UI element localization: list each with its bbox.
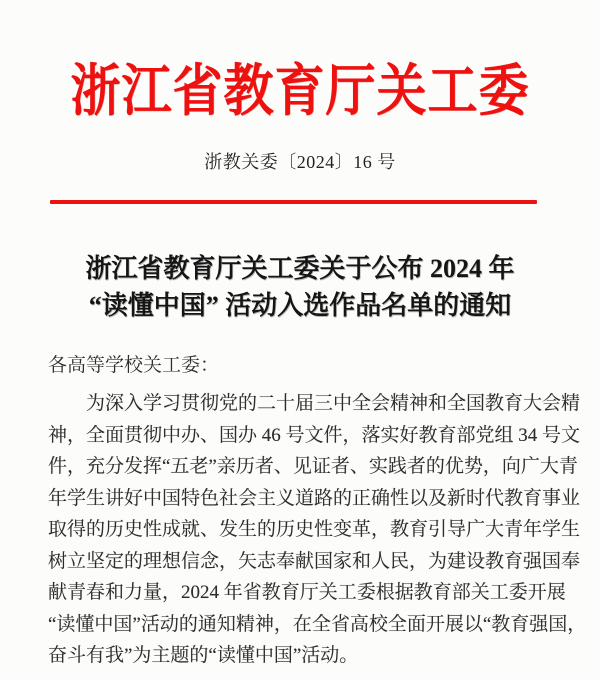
letterhead-divider-rule [50, 200, 537, 204]
body-line: 件，充分发挥“五老”亲历者、见证者、实践者的优势，向广大青 [48, 456, 578, 477]
body-line: 奋斗有我”为主题的“读懂中国”活动。 [48, 645, 359, 666]
notice-title-line1: 浙江省教育厅关工委关于公布 2024 年 [85, 254, 515, 283]
notice-content [0, 250, 600, 672]
body-line: 年学生讲好中国特色社会主义道路的正确性以及新时代教育事业 [48, 487, 581, 509]
body-line: 为深入学习贯彻党的二十届三中全会精神和全国教育大会精 [86, 393, 581, 414]
salutation: 各高等学校关工委： [48, 355, 220, 376]
letterhead [0, 0, 600, 204]
notice-body-paragraph [48, 388, 587, 672]
body-line: 取得的历史性成就、发生的历史性变革，教育引导广大青年学生 [48, 519, 581, 540]
body-line: “读懂中国”活动的通知精神，在全省高校全面开展以“教育强国， [48, 613, 587, 635]
notice-title [0, 250, 600, 324]
body-line: 献青春和力量，2024 年省教育厅关工委根据教育部关工委开展 [48, 582, 566, 603]
body-line: 树立坚定的理想信念，矢志奉献国家和人民，为建设教育强国奉 [48, 550, 581, 572]
notice-title-line2: “读懂中国” 活动入选作品名单的通知 [88, 291, 512, 320]
body-line: 神，全面贯彻中办、国办 46 号文件，落实好教育部党组 34 号文 [48, 424, 581, 446]
document-number: 浙教关委〔2024〕16 号 [204, 152, 396, 172]
letterhead-org-name: 浙江省教育厅关工委 [70, 59, 530, 123]
